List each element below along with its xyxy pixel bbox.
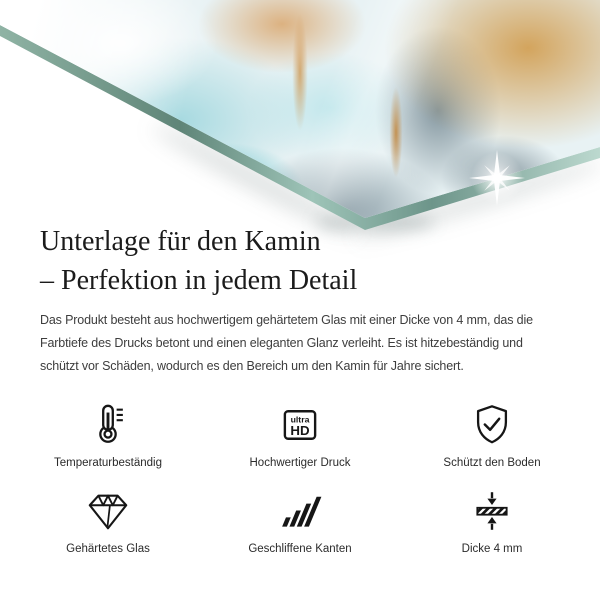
svg-text:HD: HD (290, 423, 310, 439)
description-line: schützt vor Schäden, wodurch es den Bereich um den Kamin für Jahre sichert. (40, 359, 464, 373)
feature-label: Geschliffene Kanten (248, 543, 352, 555)
feature-floor-protection (396, 400, 588, 469)
feature-label: Hochwertiger Druck (249, 457, 351, 469)
feature-label: Dicke 4 mm (461, 543, 523, 555)
diamond-icon (85, 486, 131, 536)
description-line: Das Produkt besteht aus hochwertigem gehärtetem Glas mit einer Dicke von 4 mm, das die (40, 313, 533, 327)
page-title-line1: Unterlage für den Kamin (40, 226, 321, 257)
product-description (40, 309, 533, 378)
ultra-hd-icon (278, 400, 322, 450)
description-line: Farbtiefe des Drucks betont und einen eleganten Glanz verleiht. Es ist hitzebeständig und (40, 336, 523, 350)
polished-edges-icon (278, 486, 322, 536)
feature-label: Schützt den Boden (443, 457, 541, 469)
svg-text:ultra: ultra (290, 414, 310, 425)
thermometer-icon (85, 400, 131, 450)
shield-check-icon (469, 400, 515, 450)
glass-panel-product-photo (0, 0, 600, 250)
feature-polished-edges (204, 486, 396, 555)
feature-label: Temperaturbeständig (53, 457, 163, 469)
feature-grid (12, 400, 588, 555)
sparkle-glint-icon (457, 138, 537, 218)
page-title-line2: – Perfektion in jedem Detail (40, 265, 358, 296)
feature-tempered-glass (12, 486, 204, 555)
feature-thickness (396, 486, 588, 555)
page-title (40, 222, 357, 300)
feature-temperature (12, 400, 204, 469)
feature-print-quality (204, 400, 396, 469)
thickness-icon (470, 486, 514, 536)
feature-label: Gehärtetes Glas (66, 543, 150, 555)
